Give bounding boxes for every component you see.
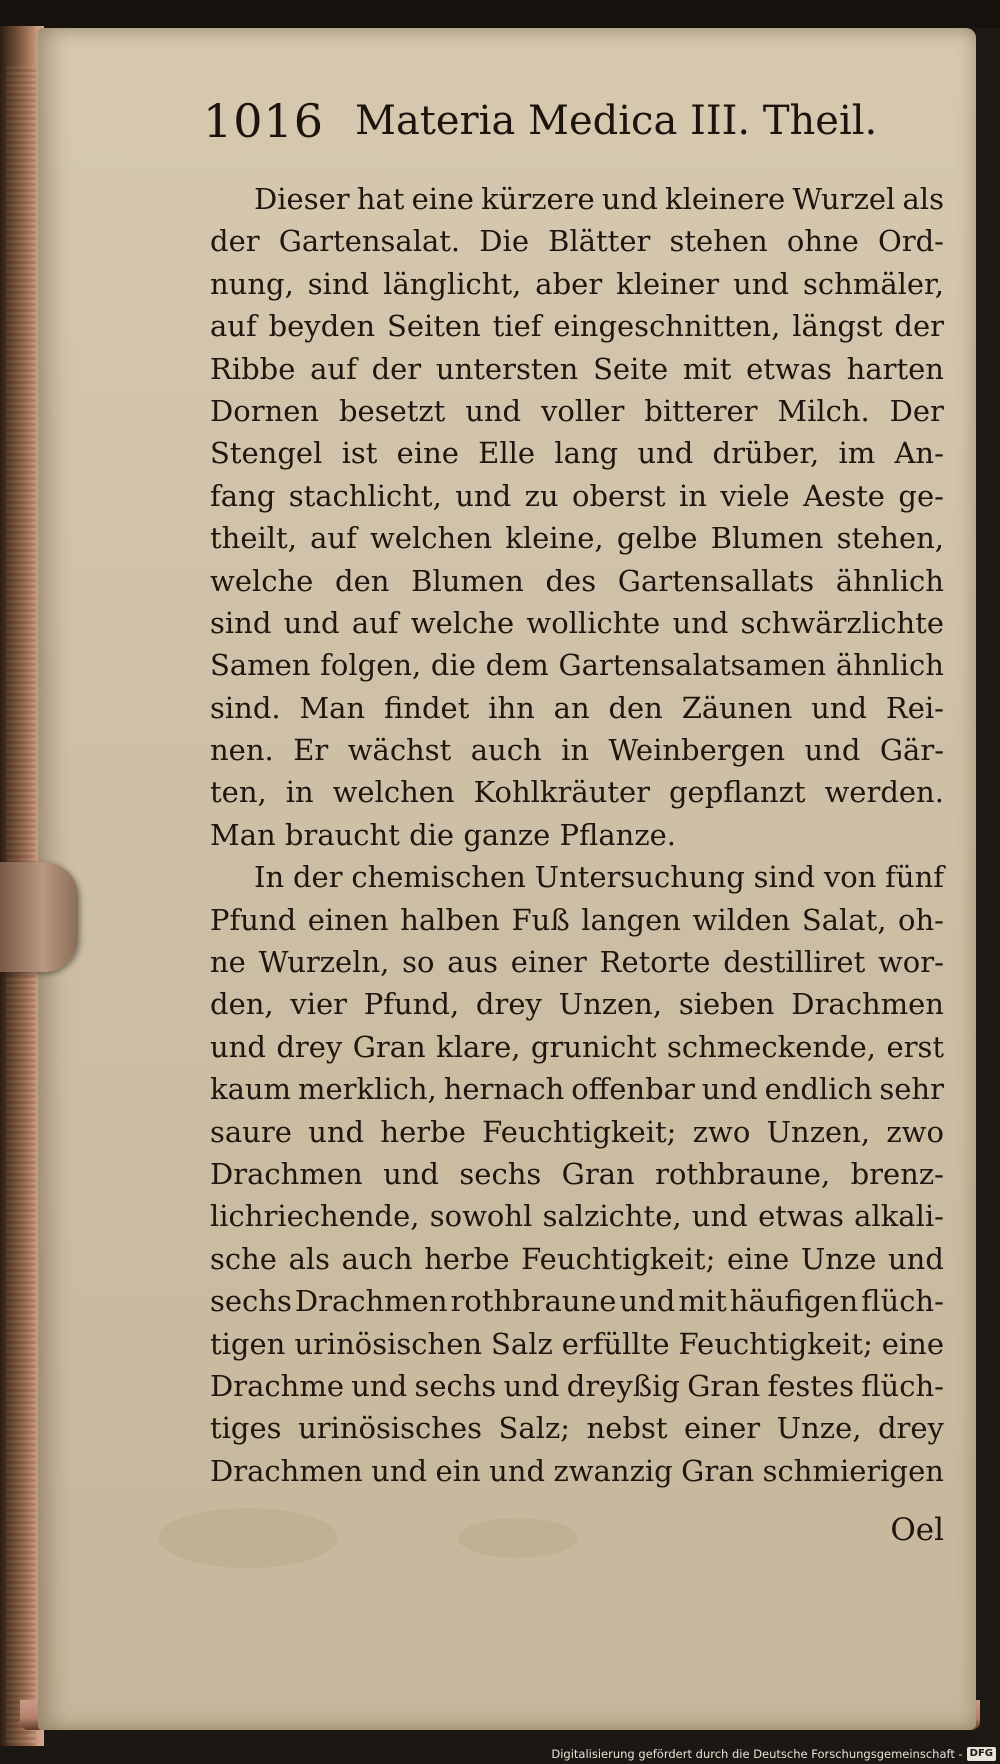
catchword: Oel: [890, 1512, 944, 1548]
text-line: saure und herbe Feuchtigkeit; zwo Unzen, zwo: [210, 1114, 944, 1149]
text-line: In der chemischen Untersuchung sind von fünf: [254, 860, 944, 895]
scan-right-border: [976, 28, 1000, 1748]
digitization-credit: [551, 1745, 996, 1763]
paper-stain: [158, 1508, 338, 1568]
text-line: tiges urinösisches Salz; nebst einer Unze, drey: [210, 1411, 944, 1446]
dfg-logo-icon: DFG: [967, 1747, 996, 1761]
text-line: Drachmen und ein und zwanzig Gran schmierigen: [210, 1453, 944, 1488]
text-line: Stengel ist eine Elle lang und drüber, im An-: [210, 436, 944, 471]
paragraph-2: [210, 856, 944, 1492]
text-line: welche den Blumen des Gartensallats ähnlich: [210, 563, 944, 598]
text-line: fang stachlicht, und zu oberst in viele Aeste ge-: [210, 478, 944, 513]
scan-top-border: [0, 0, 1000, 28]
text-line: ne Wurzeln, so aus einer Retorte destilliret wor-: [210, 945, 944, 980]
text-line: Samen folgen, die dem Gartensalatsamen ähnlich: [210, 648, 944, 683]
text-line: tigen urinösischen Salz erfüllte Feuchtigkeit; eine: [210, 1326, 944, 1361]
text-line: lichriechende, sowohl salzichte, und etwas alkali-: [210, 1199, 944, 1234]
text-line: sche als auch herbe Feuchtigkeit; eine Unze und: [210, 1241, 944, 1276]
text-line: den, vier Pfund, drey Unzen, sieben Drachmen: [210, 987, 944, 1022]
paper-stain: [458, 1518, 578, 1558]
page-number: 1016: [203, 94, 325, 148]
text-line: kaum merklich, hernach offenbar und endlich sehr: [210, 1072, 944, 1107]
text-line: ten, in welchen Kohlkräuter gepflanzt werden.: [210, 775, 944, 810]
text-line: Dieser hat eine kürzere und kleinere Wurzel als: [254, 182, 944, 216]
bookmark-tab: [0, 862, 78, 972]
text-line: sind und auf welche wollichte und schwärzlichte: [210, 605, 944, 640]
text-line: Dornen besetzt und voller bitterer Milch. Der: [210, 393, 944, 428]
text-line: nen. Er wächst auch in Weinbergen und Gär-: [210, 733, 944, 768]
text-line: auf beyden Seiten tief eingeschnitten, längst der: [210, 309, 944, 344]
text-line: Man braucht die ganze Pflanze.: [210, 817, 676, 852]
text-line: Ribbe auf der untersten Seite mit etwas harten: [210, 351, 944, 386]
paragraph-1: [210, 178, 944, 856]
page-header: [203, 90, 878, 160]
text-line: Pfund einen halben Fuß langen wilden Salat, oh-: [210, 902, 944, 937]
text-line: sechs Drachmen rothbraune und mit häufigen flüch-: [210, 1284, 944, 1319]
text-line: und drey Gran klare, grunicht schmeckende, erst: [210, 1029, 944, 1064]
credit-text: Digitalisierung gefördert durch die Deutsche Forschungsgemeinschaft -: [551, 1747, 963, 1761]
running-title: Materia Medica III. Theil.: [355, 98, 878, 144]
text-line: nung, sind länglicht, aber kleiner und schmäler,: [210, 266, 944, 301]
text-line: theilt, auf welchen kleine, gelbe Blumen stehen,: [210, 521, 944, 556]
text-line: Drachme und sechs und dreyßig Gran festes flüch-: [210, 1368, 944, 1403]
text-line: Drachmen und sechs Gran rothbraune, brenz-: [210, 1156, 944, 1191]
body-text: [210, 178, 944, 1492]
text-line: sind. Man findet ihn an den Zäunen und Rei-: [210, 690, 944, 725]
text-line: der Gartensalat. Die Blätter stehen ohne Ord-: [210, 224, 944, 259]
